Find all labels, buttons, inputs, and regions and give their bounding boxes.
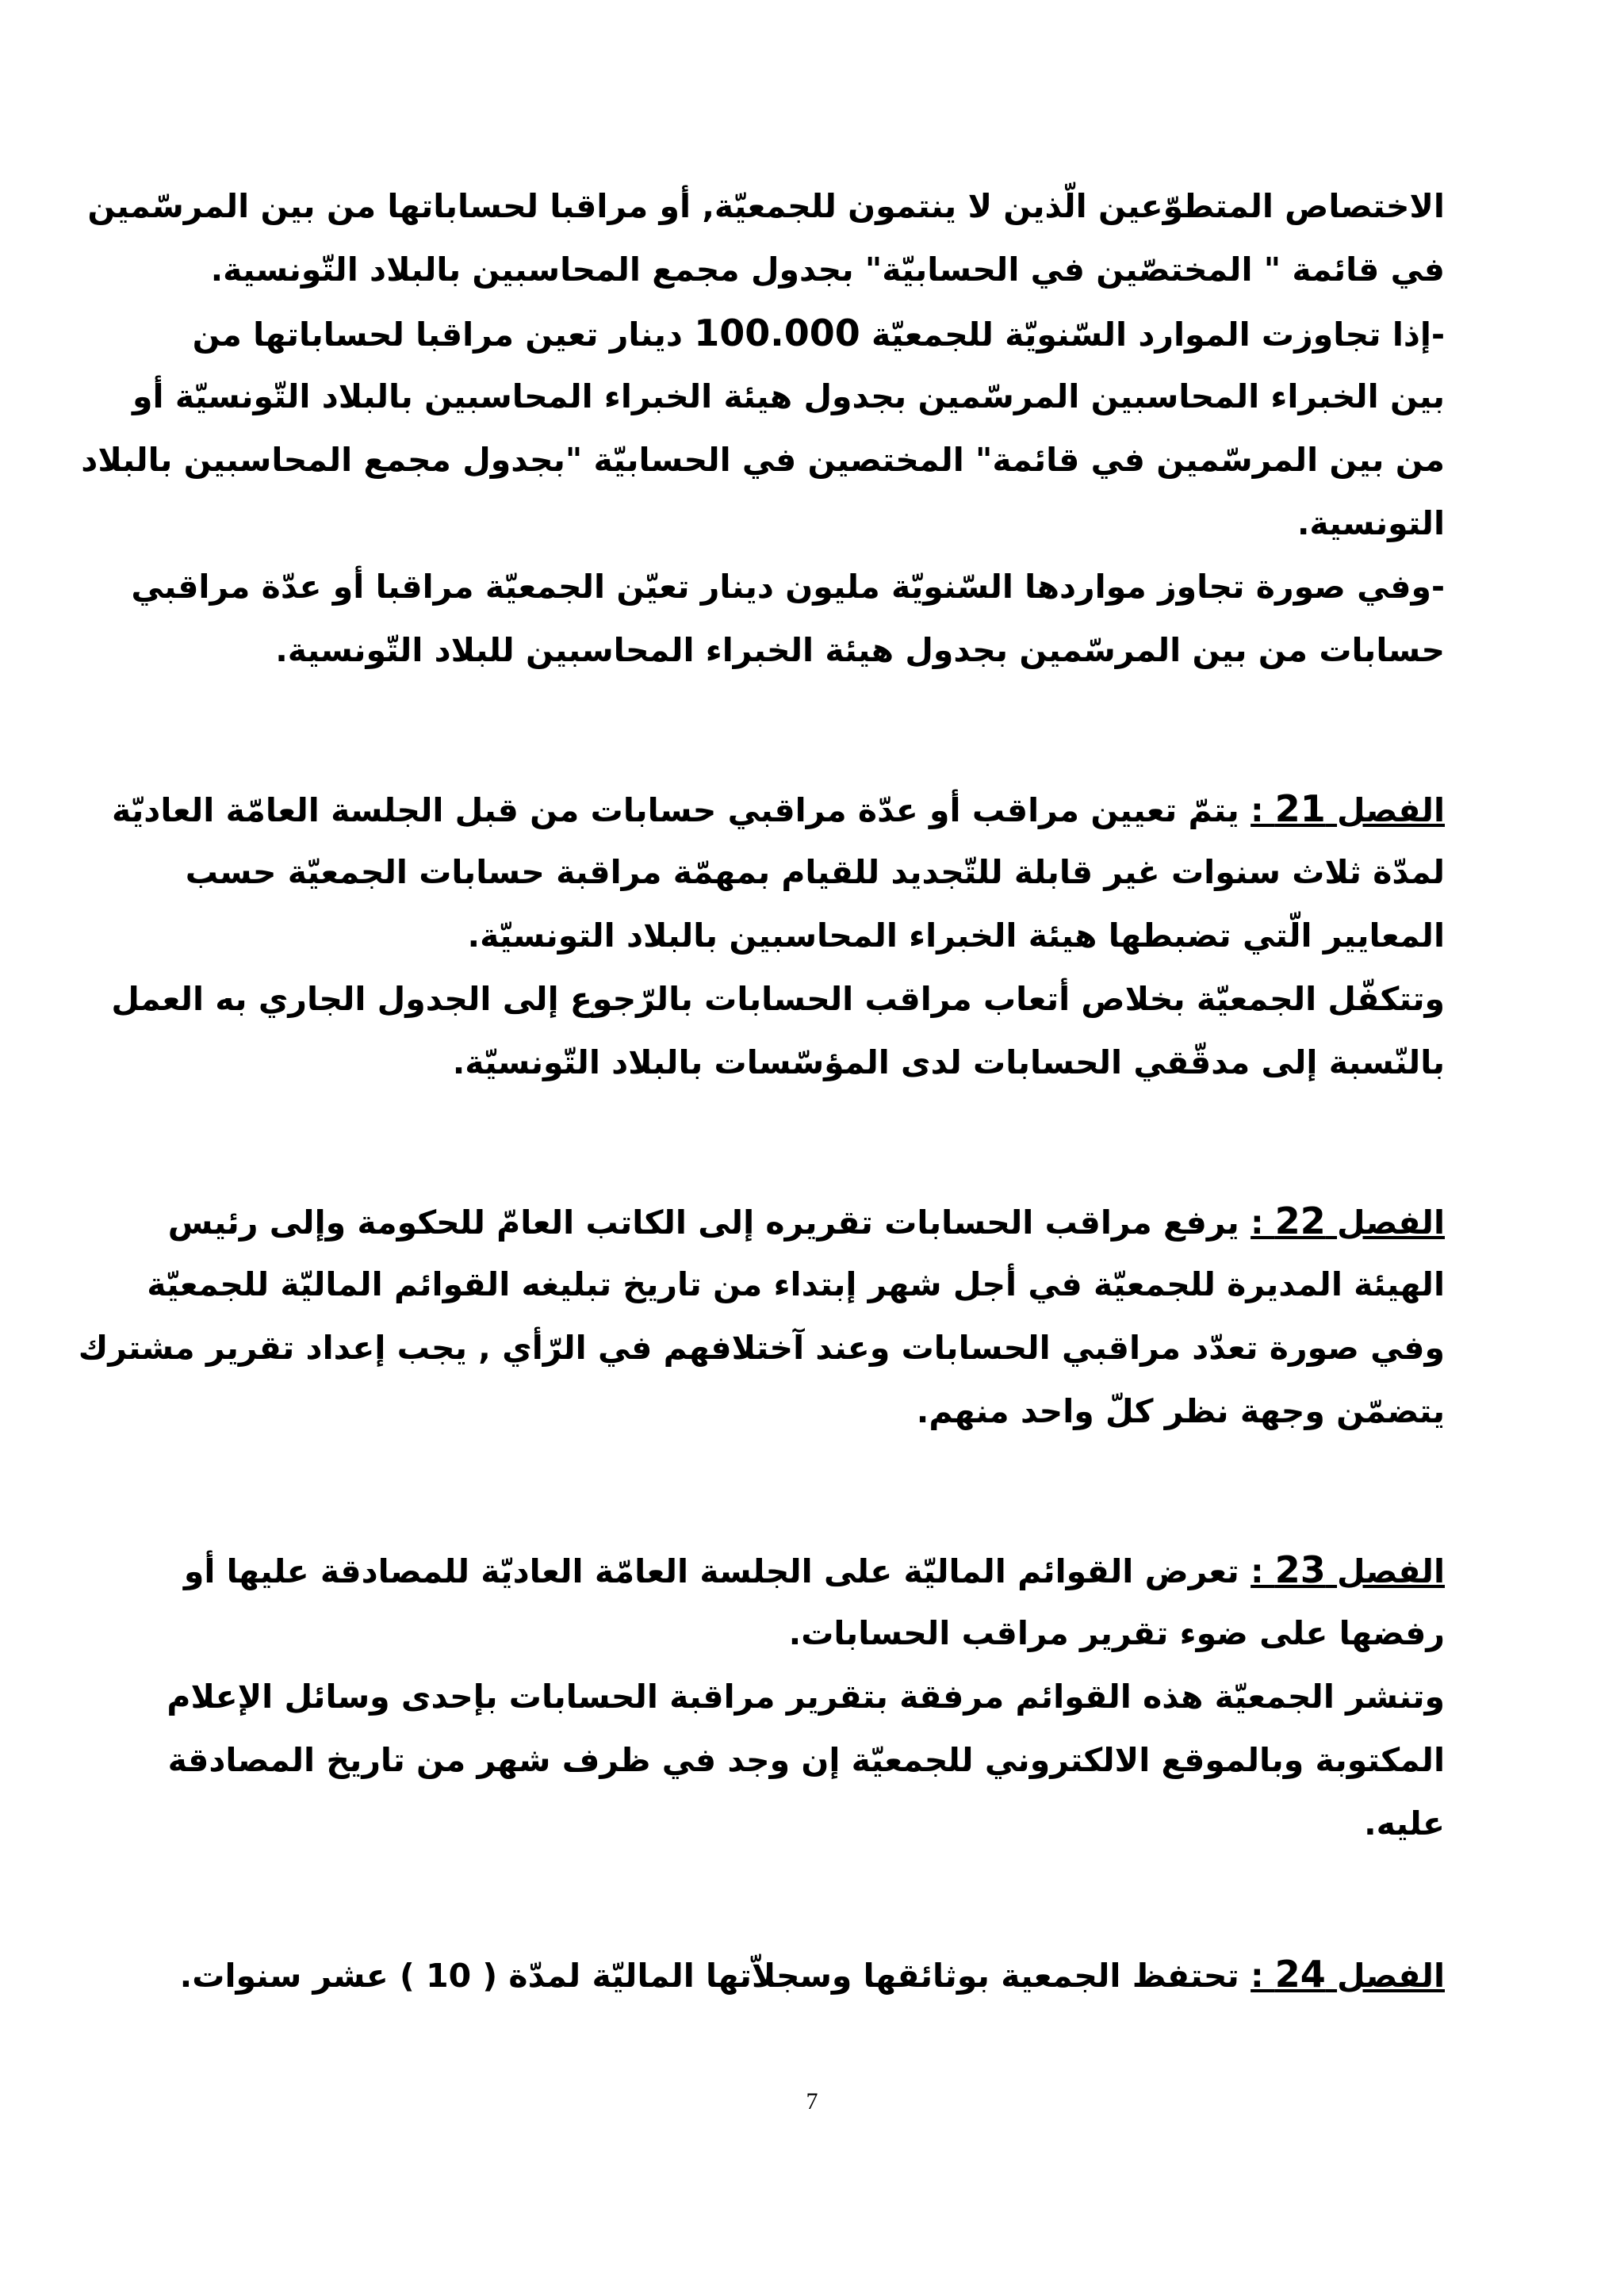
intro-line: الاختصاص المتطوّعين الّذين لا ينتمون للجمعيّة, أو مراقبا لحساباتها من بين المرسّمين <box>87 187 1445 225</box>
article-22-heading <box>1251 1200 1445 1242</box>
article-23-text: تعرض القوائم الماليّة على الجلسة العامّة العاديّة للمصادقة عليها أو <box>183 1552 1251 1590</box>
page-number: 7 <box>806 2088 818 2114</box>
document-body <box>78 174 1445 2006</box>
article-23-line: عليه. <box>1364 1804 1445 1843</box>
article-23-number: 23 <box>1274 1548 1326 1591</box>
article-24-first-line <box>179 1942 1445 2006</box>
article-21-text: يتمّ تعيين مراقب أو عدّة مراقبي حسابات من قبل الجلسة العامّة العاديّة <box>112 791 1251 829</box>
article-22-line: وفي صورة تعدّد مراقبي الحسابات وعند آختلافهم في الرّأي , يجب إعداد تقرير مشترك <box>78 1329 1445 1367</box>
article-21-number: 21 <box>1274 787 1326 830</box>
intro-line: من بين المرسّمين في قائمة" المختصين في الحسابيّة "بجدول مجمع المحاسبين بالبلاد <box>81 441 1445 479</box>
article-22-line: يتضمّن وجهة نظر كلّ واحد منهم. <box>916 1392 1445 1430</box>
article-22-line: الهيئة المديرة للجمعيّة في أجل شهر إبتداء من تاريخ تبليغه القوائم الماليّة للجمعيّة <box>147 1265 1445 1303</box>
intro-line-amount <box>192 301 1445 365</box>
intro-line: -وفي صورة تجاوز مواردها السّنويّة مليون دينار تعيّن الجمعيّة مراقبا أو عدّة مراقبي <box>131 568 1445 606</box>
article-22-heading-word: الفصل <box>1337 1203 1445 1242</box>
article-24-number: 24 <box>1274 1953 1326 1996</box>
intro-line: بين الخبراء المحاسبين المرسّمين بجدول هيئة الخبراء المحاسبين بالبلاد التّونسيّة أو <box>132 377 1445 415</box>
article-21-line: بالنّسبة إلى مدقّقي الحسابات لدى المؤسّسات بالبلاد التّونسيّة. <box>452 1043 1445 1081</box>
intro-line: في قائمة " المختصّين في الحسابيّة" بجدول مجمع المحاسبين بالبلاد التّونسية. <box>210 251 1445 289</box>
article-21-line: وتتكفّل الجمعيّة بخلاص أتعاب مراقب الحسابات بالرّجوع إلى الجدول الجاري به العمل <box>111 980 1445 1018</box>
article-23-line: رفضها على ضوء تقرير مراقب الحسابات. <box>788 1614 1445 1652</box>
intro-amount: 100.000 <box>694 312 860 354</box>
article-22-text: يرفع مراقب الحسابات تقريره إلى الكاتب العامّ للحكومة وإلى رئيس <box>167 1203 1251 1242</box>
intro-line: حسابات من بين المرسّمين بجدول هيئة الخبراء المحاسبين للبلاد التّونسية. <box>275 631 1445 669</box>
article-22-number: 22 <box>1274 1200 1326 1242</box>
article-21-line: لمدّة ثلاث سنوات غير قابلة للتّجديد للقيام بمهمّة مراقبة حسابات الجمعيّة حسب <box>185 853 1445 891</box>
intro-line: التونسية. <box>1297 504 1445 542</box>
article-21-line: المعايير الّتي تضبطها هيئة الخبراء المحاسبين بالبلاد التونسيّة. <box>467 916 1445 955</box>
article-22-first-line <box>167 1189 1445 1253</box>
article-23-heading <box>1251 1548 1445 1591</box>
article-22-colon: : <box>1251 1203 1275 1242</box>
article-21-heading <box>1251 787 1445 830</box>
article-23-first-line <box>183 1538 1445 1601</box>
article-24-text: تحتفظ الجمعية بوثائقها وسجلاّتها الماليّة لمدّة ( 10 ) عشر سنوات. <box>179 1957 1251 1995</box>
article-21-colon: : <box>1251 791 1275 829</box>
article-24-colon: : <box>1251 1957 1275 1995</box>
article-23-heading-word: الفصل <box>1337 1552 1445 1590</box>
article-24-heading-word: الفصل <box>1337 1957 1445 1995</box>
article-21-heading-word: الفصل <box>1337 791 1445 829</box>
article-23-colon: : <box>1251 1552 1275 1590</box>
intro-line-amount-text: -إذا تجاوزت الموارد السّنويّة للجمعيّة 100.000 دينار تعين مراقبا لحساباتها من <box>192 312 1445 354</box>
article-21-first-line <box>112 777 1445 840</box>
article-24-heading <box>1251 1953 1445 1996</box>
article-23-line: المكتوبة وبالموقع الالكتروني للجمعيّة إن وجد في ظرف شهر من تاريخ المصادقة <box>167 1741 1445 1779</box>
article-23-line: وتنشر الجمعيّة هذه القوائم مرفقة بتقرير مراقبة الحسابات بإحدى وسائل الإعلام <box>167 1678 1445 1716</box>
